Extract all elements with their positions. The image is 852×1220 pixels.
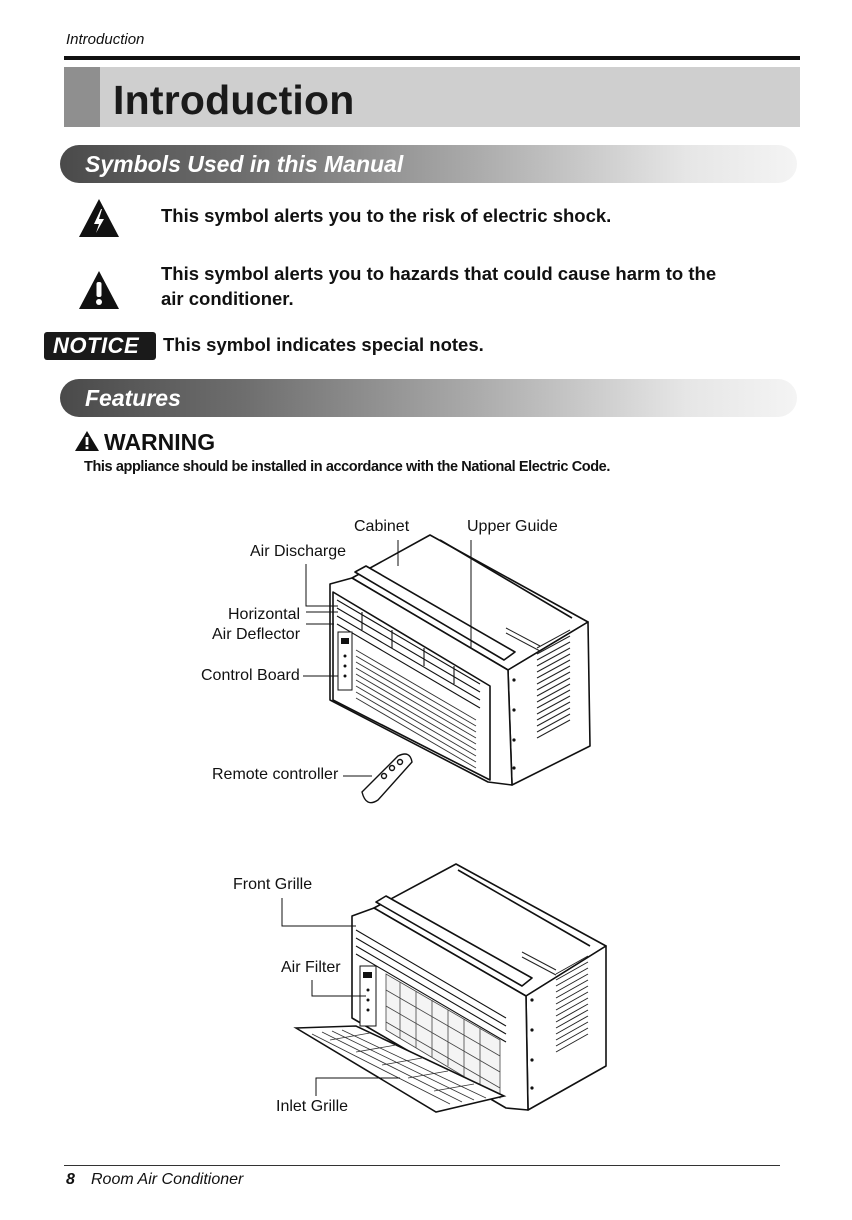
footer-rule [64, 1165, 780, 1166]
page-title: Introduction [113, 77, 355, 123]
running-header: Introduction [66, 31, 145, 48]
callout-horizontal-line2: Air Deflector [212, 626, 301, 643]
callout-upper-guide: Upper Guide [467, 518, 558, 535]
warning-heading-text: WARNING [104, 429, 216, 455]
callout-control-board: Control Board [201, 667, 300, 684]
notice-badge-label: NOTICE [53, 333, 140, 358]
exclamation-warning-icon [78, 270, 120, 310]
footer-page-number: 8 [66, 1171, 75, 1188]
callout-cabinet: Cabinet [354, 518, 410, 535]
footer-title: Room Air Conditioner [91, 1171, 244, 1188]
page-title-bar [64, 67, 800, 127]
callout-air-filter: Air Filter [281, 959, 341, 976]
electric-shock-warning-icon [78, 198, 120, 238]
air-conditioner-diagram-open-grille [0, 850, 852, 1130]
warning-heading [74, 429, 215, 456]
callout-inlet-grille: Inlet Grille [276, 1098, 349, 1115]
symbol-text-hazard-line1: This symbol alerts you to hazards that could cause harm to the [161, 263, 717, 284]
header-rule [64, 56, 800, 60]
callout-remote-controller: Remote controller [212, 766, 339, 783]
callout-horizontal-line1: Horizontal [228, 606, 301, 623]
section-header-symbols [60, 145, 797, 183]
notice-text: This symbol indicates special notes. [163, 334, 484, 355]
warning-text: This appliance should be installed in accordance with the National Electric Code. [84, 459, 610, 475]
callout-air-discharge: Air Discharge [250, 543, 347, 560]
title-accent-block [64, 67, 100, 127]
symbol-text-hazard-line2: air conditioner. [161, 288, 294, 309]
notice-badge [44, 332, 156, 360]
symbol-text-hazard [161, 261, 801, 311]
air-conditioner-diagram-front [0, 500, 852, 820]
section-title-features: Features [85, 385, 181, 411]
section-title-symbols: Symbols Used in this Manual [85, 151, 404, 177]
section-header-features [60, 379, 797, 417]
symbol-text-shock: This symbol alerts you to the risk of electric shock. [161, 205, 612, 226]
warning-triangle-icon [74, 430, 100, 452]
callout-front-grille: Front Grille [233, 876, 313, 893]
